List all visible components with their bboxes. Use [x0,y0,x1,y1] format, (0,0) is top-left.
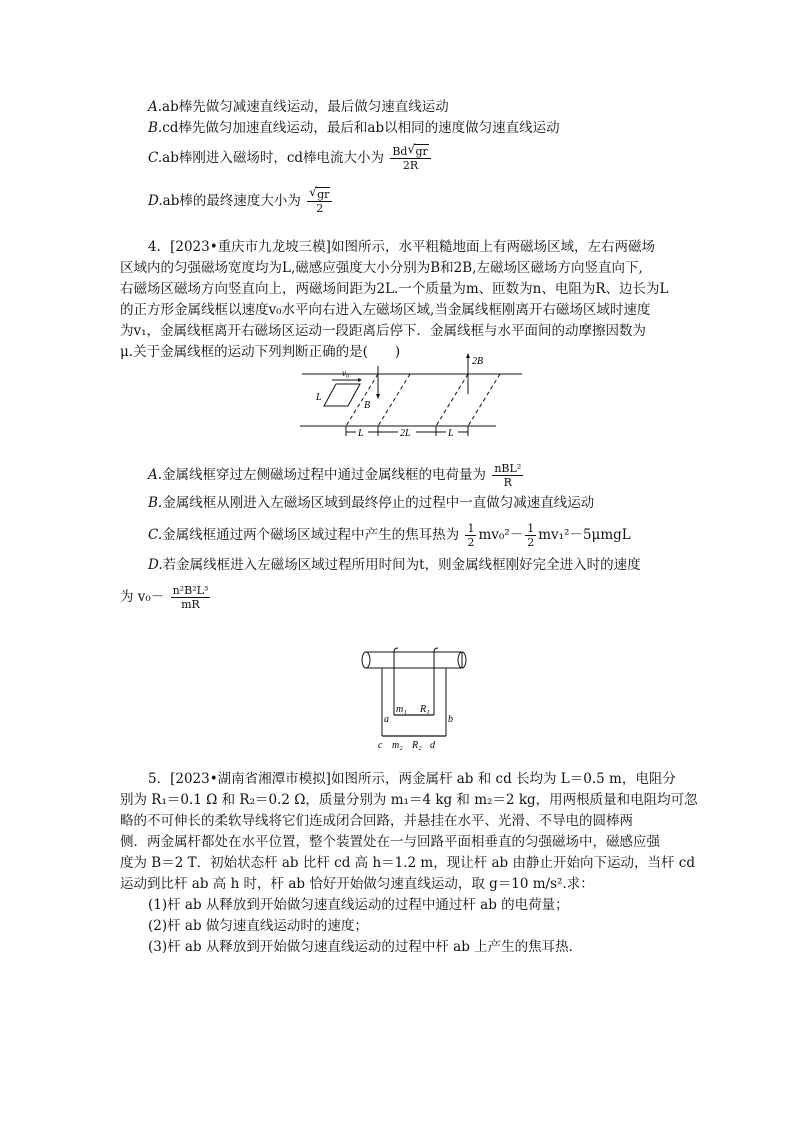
q4-option-c [148,522,631,549]
resistance-r1-label: R₁ [420,704,430,715]
option-letter: C. [148,150,163,166]
fraction-numerator: Bd [392,145,408,158]
q4-stem-line: 的正方形金属线框以速度v₀水平向右进入左磁场区域,当金属线框刚离开右磁场区域时速度 [120,302,651,318]
formula-term: mv₀²－ [478,527,524,543]
fraction-denominator: 2 [467,536,475,549]
q4-option-a [148,462,525,489]
fraction: Bd √ gr 2R [390,145,430,172]
q3-option-b [148,119,560,137]
q5-subquestion: (3)杆 ab 从释放到开始做匀速直线运动的过程中杆 ab 上产生的焦耳热． [148,939,583,955]
q3-option-d [148,185,334,215]
dimension-label: 2L [400,428,411,439]
q5-stem-line: 侧．两金属杆都处在水平位置，整个装置处在一与回路平面相垂直的匀强磁场中，磁感应强 [120,834,660,850]
q5-subquestion: (1)杆 ab 从释放到开始做匀速直线运动的过程中通过杆 ab 的电荷量； [148,897,569,913]
point-a-label: a [384,714,389,725]
option-text: 金属线框通过两个磁场区域过程中产生的焦耳热为 [162,527,460,543]
q5-stem-line: 5．[2023•湖南省湘潭市模拟]如图所示，两金属杆 ab 和 cd 长均为 L＝0.5 m，电阻分 [148,771,676,787]
side-length-label: L [316,392,322,403]
radicand: gr [415,145,428,158]
q3-option-c [148,142,433,172]
q5-subquestion: (2)杆 ab 做匀速直线运动时的速度； [148,918,368,934]
option-letter: B. [148,495,163,511]
option-text: 金属线框从刚进入左磁场区域到最终停止的过程中一直做匀减速直线运动 [162,495,595,511]
fraction [525,522,536,549]
point-d-label: d [430,740,435,751]
q5-stem-line: 略的不可伸长的柔软导线将它们连成闭合回路，并悬挂在水平、光滑、不导电的圆棒两 [120,813,633,829]
dimension-label: L [448,428,454,439]
q5-stem-line: 度为 B＝2 T．初始状态杆 ab 比杆 cd 高 h＝1.2 m，现让杆 ab 由静止开始向下运动，当杆 cd [120,855,695,871]
option-letter: A. [148,99,163,115]
option-text: 金属线框穿过左侧磁场过程中通过金属线框的电荷量为 [162,467,487,483]
fraction-denominator: 2 [527,536,535,549]
field-boundary [436,374,468,426]
q5-rod-figure [356,644,472,754]
fraction [492,462,523,489]
fraction-denominator: 2 [316,202,324,215]
option-letter: C. [148,527,163,543]
point-b-label: b [448,714,453,725]
q5-stem-line: 别为 R₁＝0.1 Ω 和 R₂＝0.2 Ω，质量分别为 m₁＝4 kg 和 m₂＝2 kg，用两根质量和电阻均可忽 [120,792,698,808]
cylinder-rod [366,652,462,668]
option-text: ab棒先做匀减速直线运动，最后做匀速直线运动 [162,99,449,115]
q4-option-d-formula [120,584,212,611]
field-b-label: B [364,400,371,411]
option-letter: B. [148,120,163,136]
option-text: cd棒先做匀加速直线运动，最后和ab以相同的速度做匀速直线运动 [162,120,560,136]
mass-m1-label: m₁ [396,704,407,715]
fraction [171,584,211,611]
option-text: 若金属线框进入左磁场区域过程所用时间为t，则金属线框刚好完全进入时的速度 [162,557,641,573]
q5-stem-line: 运动到比杆 ab 高 h 时，杆 ab 恰好开始做匀速直线运动，取 g＝10 m/s².求： [120,876,594,892]
formula-term: mv₁²－5μmgL [538,527,631,543]
fraction-denominator: mR [181,598,200,611]
arrowhead-icon [376,394,380,399]
cylinder-end [362,652,370,668]
v0-label: v₀ [342,368,350,378]
q3-option-a [148,98,449,116]
field-2b-label: 2B [472,356,484,367]
wire [434,648,438,668]
q4-stem-line: 右磁场区磁场方向竖直向上，两磁场间距为2L.一个质量为m、匝数为n、电阻为R、边长为L [120,281,669,297]
arrowhead-icon [358,378,362,382]
fraction-numerator: 1 [467,522,475,535]
q4-stem-line: 4．[2023•重庆市九龙坡三模]如图所示，水平粗糙地面上有两磁场区域，左右两磁场 [148,239,655,255]
q4-stem-line: 为v₁，金属线框离开右磁场区运动一段距离后停下．金属线框与水平面间的动摩擦因数为 [120,323,647,339]
radicand: gr [317,188,330,201]
resistance-r2-label: R₂ [412,740,422,751]
fraction-denominator: R [503,476,512,489]
field-boundary [468,374,500,426]
fraction-denominator: 2R [402,159,419,172]
dimension-label: L [358,428,364,439]
q4-stem-line: μ.关于金属线框的运动下列判断正确的是( ) [120,344,401,360]
option-letter: D. [148,193,163,209]
q4-stem-line: 区域内的匀强磁场宽度均为L,磁感应强度大小分别为B和2B,左磁场区磁场方向竖直向下, [120,260,643,276]
option-letter: A. [148,467,163,483]
option-text: ab棒刚进入磁场时，cd棒电流大小为 [162,150,385,166]
fraction: √ gr 2 [307,188,332,215]
wire [394,648,398,668]
fraction [465,522,476,549]
q4-option-d [148,556,641,574]
point-c-label: c [378,740,383,751]
formula-term: 为 v₀－ [120,589,165,605]
fraction-numerator: 1 [527,522,535,535]
q4-magnetic-field-figure [296,350,528,444]
option-text: ab棒的最终速度大小为 [162,193,301,209]
field-boundary [378,374,410,426]
mass-m2-label: m₂ [392,740,403,751]
option-letter: D. [148,557,163,573]
fraction-numerator: n²B²L³ [172,584,209,597]
metal-frame [324,384,360,406]
arrowhead-icon [466,353,470,358]
fraction-numerator: nBL² [494,462,522,475]
q4-option-b [148,494,594,512]
